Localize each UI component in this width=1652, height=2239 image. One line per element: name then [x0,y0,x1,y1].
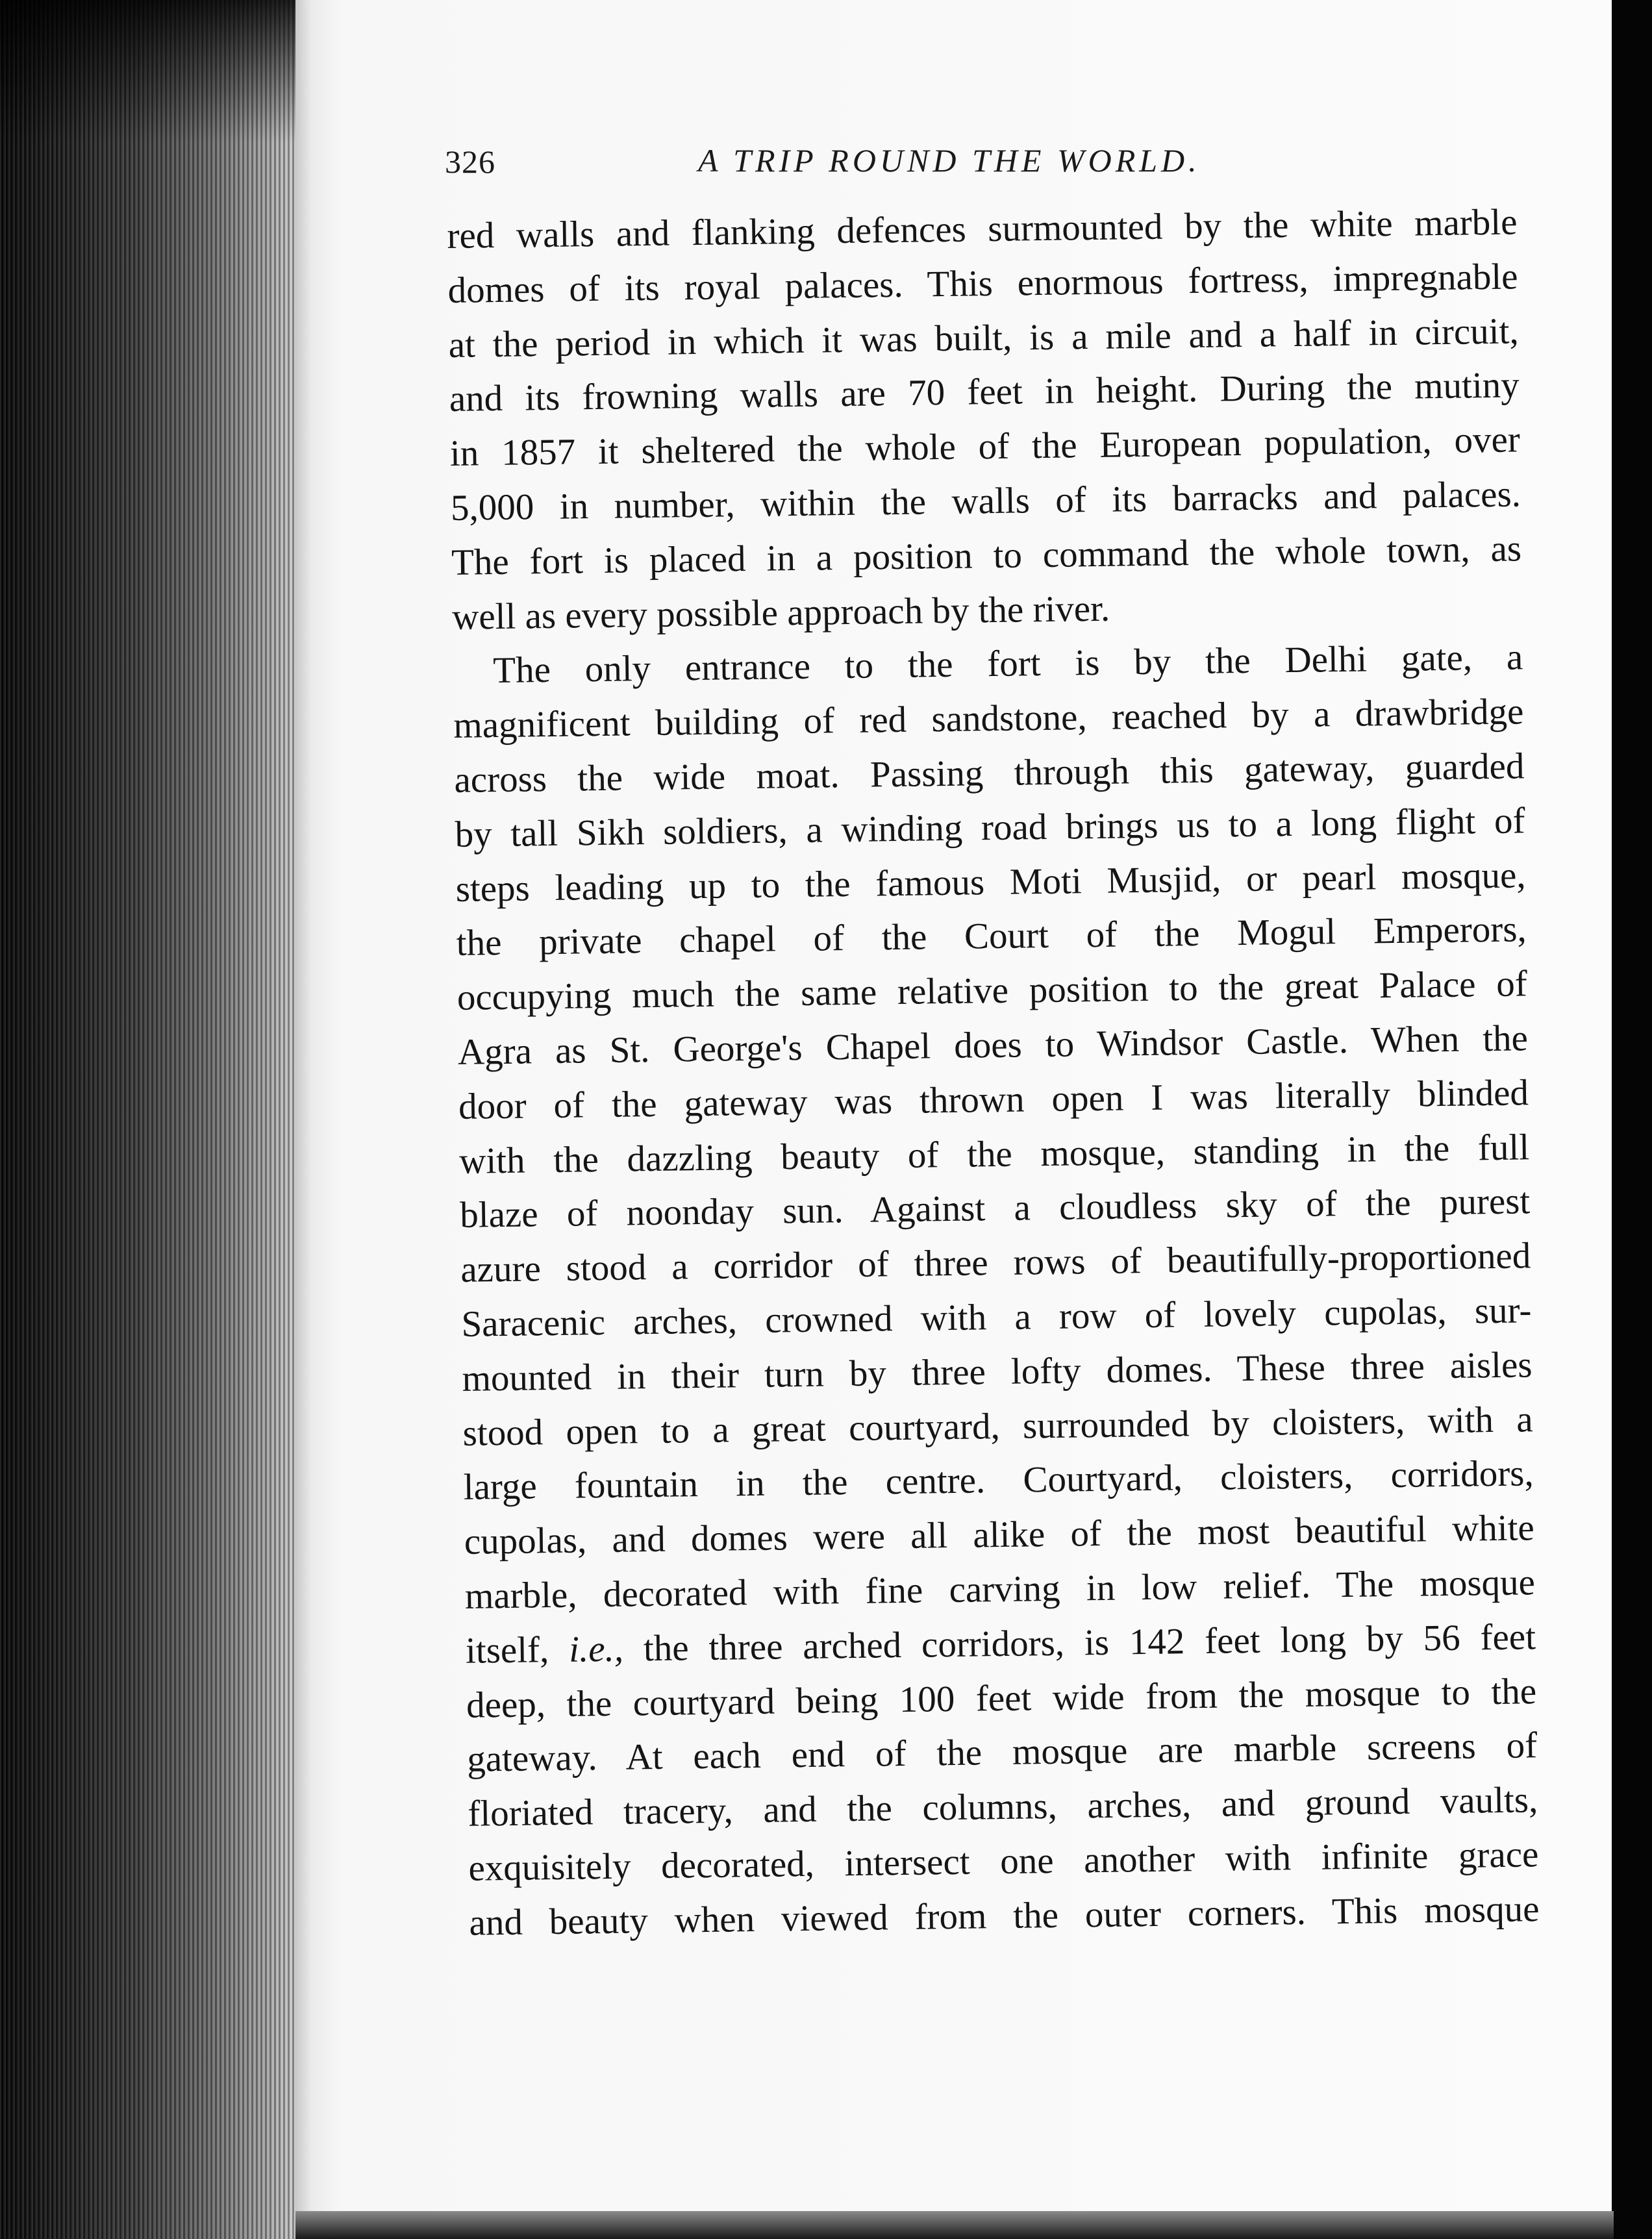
text-line: large fountain in the centre. Courtyard, cloisters, corridors, [463,1453,1534,1508]
text-line: gateway. At each end of the mosque are marble screens of [466,1725,1538,1781]
text-line: The only entrance to the fort is by the Delhi gate, a [492,636,1523,692]
text-line: in 1857 it sheltered the whole of the European population, over [449,419,1521,475]
text-line: floriated tracery, and the columns, arches, and ground vaults, [467,1779,1538,1834]
text-line: steps leading up to the famous Moti Musjid, or pearl mosque, [455,854,1526,910]
italic-abbreviation: i.e., [568,1628,624,1670]
text-line: door of the gateway was thrown open I was literally blinded [458,1072,1529,1127]
text-line: and beauty when viewed from the outer corners. This mosque [469,1888,1540,1944]
page-number: 326 [445,144,495,180]
text-line: Saracenic arches, crowned with a row of lovely cupolas, sur- [461,1290,1532,1345]
text-line: mounted in their turn by three lofty domes. These three aisles [462,1344,1533,1399]
text-line: blaze of noonday sun. Against a cloudless sky of the purest [459,1181,1531,1236]
page-right-shadow [1612,0,1652,2239]
text-line: with the dazzling beauty of the mosque, standing in the full [458,1126,1530,1182]
text-line: The fort is placed in a position to command the whole town, as [451,528,1522,583]
fore-edge-shadow [0,0,299,143]
body-text [447,195,1540,1950]
text-line: by tall Sikh soldiers, a winding road brings us to a long flight of [455,800,1525,855]
text-line: cupolas, and domes were all alike of the most beautiful white [464,1507,1535,1562]
text-line: Agra as St. George's Chapel does to Windsor Castle. When the [457,1018,1529,1073]
text-line: well as every possible approach by the river. [451,588,1110,638]
text-line: the private chapel of the Court of the Mogul Emperors, [456,908,1527,964]
text-line: azure stood a corridor of three rows of beautifully-proportioned [460,1235,1531,1290]
text-line: exquisitely decorated, intersect one another with infinite grace [468,1834,1539,1889]
text-line: marble, decorated with fine carving in low relief. The mosque [464,1562,1536,1617]
paragraph-2 [453,631,1540,1951]
page-header [445,142,1536,194]
text-line: deep, the courtyard being 100 feet wide from the mosque to the [466,1670,1537,1726]
text-line: at the period in which it was built, is a mile and a half in circuit, [448,310,1520,366]
text-line: stood open to a great courtyard, surrounded by cloisters, with a [462,1398,1533,1454]
paragraph-1 [447,195,1523,644]
book-fore-edge [0,0,299,2239]
page-bottom-shadow [295,2211,1614,2239]
text-line: magnificent building of red sandstone, reached by a drawbridge [453,691,1524,747]
text-line: red walls and flanking defences surmounted by the white marble [447,201,1518,256]
text-segment: the three arched corridors, is 142 feet long by 56 feet [623,1616,1536,1670]
text-line: domes of its royal palaces. This enormous fortress, impregnable [447,256,1518,311]
text-line: across the wide moat. Passing through this gateway, guarded [454,745,1525,801]
text-line: occupying much the same relative position to the great Palace of [457,963,1528,1019]
text-segment: itself, [465,1629,569,1671]
text-line: 5,000 in number, within the walls of its barracks and palaces. [450,473,1521,529]
text-line: and its frowning walls are 70 feet in height. During the mutiny [449,364,1520,420]
running-head: A TRIP ROUND THE WORLD. [698,142,1201,179]
